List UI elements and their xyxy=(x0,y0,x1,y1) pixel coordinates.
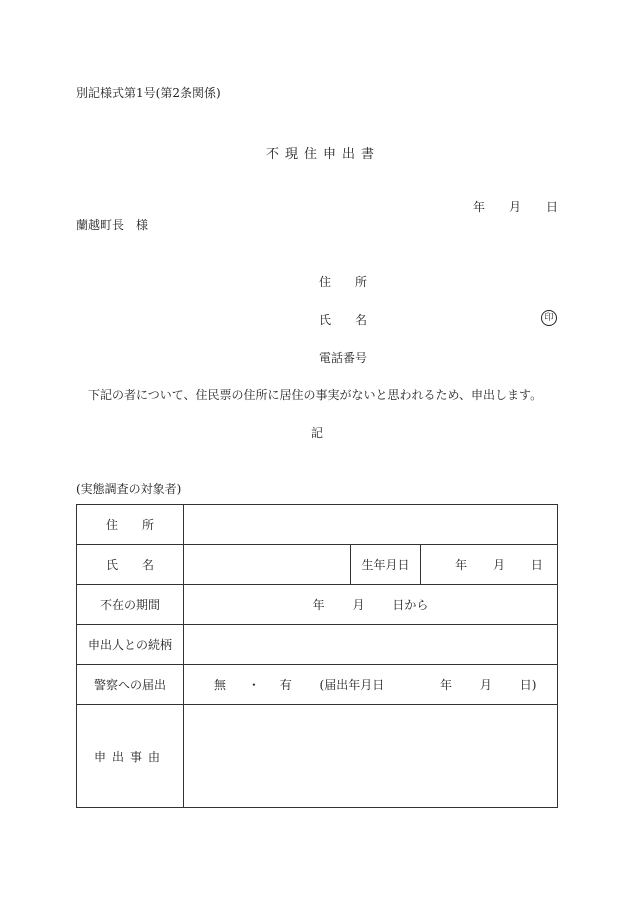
absence-year: 年 xyxy=(312,598,325,612)
table-row xyxy=(77,505,558,545)
date-year: 年 xyxy=(473,200,486,214)
section-label: (実態調査の対象者) xyxy=(76,482,182,496)
name-label-cell: 氏 名 xyxy=(77,545,184,585)
police-report-year: 年 xyxy=(440,678,453,692)
table-row xyxy=(77,585,558,625)
dob-year: 年 xyxy=(455,558,468,572)
applicant-address-label: 住 所 xyxy=(319,275,368,289)
page-title: 不現住申出書 xyxy=(266,147,381,162)
relation-value-cell[interactable] xyxy=(184,625,558,665)
dob-value-cell[interactable] xyxy=(421,545,558,585)
seal-mark: 印 xyxy=(541,310,557,326)
table-row xyxy=(77,665,558,705)
applicant-name-label: 氏 名 xyxy=(319,313,368,327)
absence-label-cell: 不在の期間 xyxy=(77,585,184,625)
dob-day: 日 xyxy=(530,558,543,572)
dob-month: 月 xyxy=(493,558,506,572)
ki-heading: 記 xyxy=(311,426,324,440)
absence-value-cell[interactable] xyxy=(184,585,558,625)
reason-label-cell: 申出事由 xyxy=(77,705,184,808)
form-number: 別記様式第1号(第2条関係) xyxy=(76,86,221,100)
date-day: 日 xyxy=(546,200,559,214)
police-none-option[interactable]: 無 xyxy=(214,678,227,692)
police-value-cell[interactable] xyxy=(184,665,558,705)
table-row xyxy=(77,625,558,665)
police-separator: ・ xyxy=(247,678,260,692)
table-row xyxy=(77,545,558,585)
reason-value-cell[interactable] xyxy=(184,705,558,808)
police-report-prefix: (届出年月日 xyxy=(319,678,385,692)
name-value-cell[interactable] xyxy=(184,545,351,585)
statement-text: 下記の者について、住民票の住所に居住の事実がないと思われるため、申出します。 xyxy=(88,388,543,402)
table-row xyxy=(77,705,558,808)
addressee: 蘭越町長 様 xyxy=(76,218,149,232)
subject-table xyxy=(76,504,558,808)
date-month: 月 xyxy=(509,200,522,214)
absence-month: 月 xyxy=(352,598,365,612)
dob-label-cell: 生年月日 xyxy=(351,545,421,585)
police-report-month: 月 xyxy=(479,678,492,692)
relation-label-cell: 申出人との続柄 xyxy=(77,625,184,665)
address-value-cell[interactable] xyxy=(184,505,558,545)
police-label-cell: 警察への届出 xyxy=(77,665,184,705)
absence-day: 日から xyxy=(392,598,429,612)
police-report-day: 日) xyxy=(519,678,537,692)
address-label-cell: 住 所 xyxy=(77,505,184,545)
applicant-phone-label: 電話番号 xyxy=(319,351,368,365)
police-yes-option[interactable]: 有 xyxy=(279,678,292,692)
